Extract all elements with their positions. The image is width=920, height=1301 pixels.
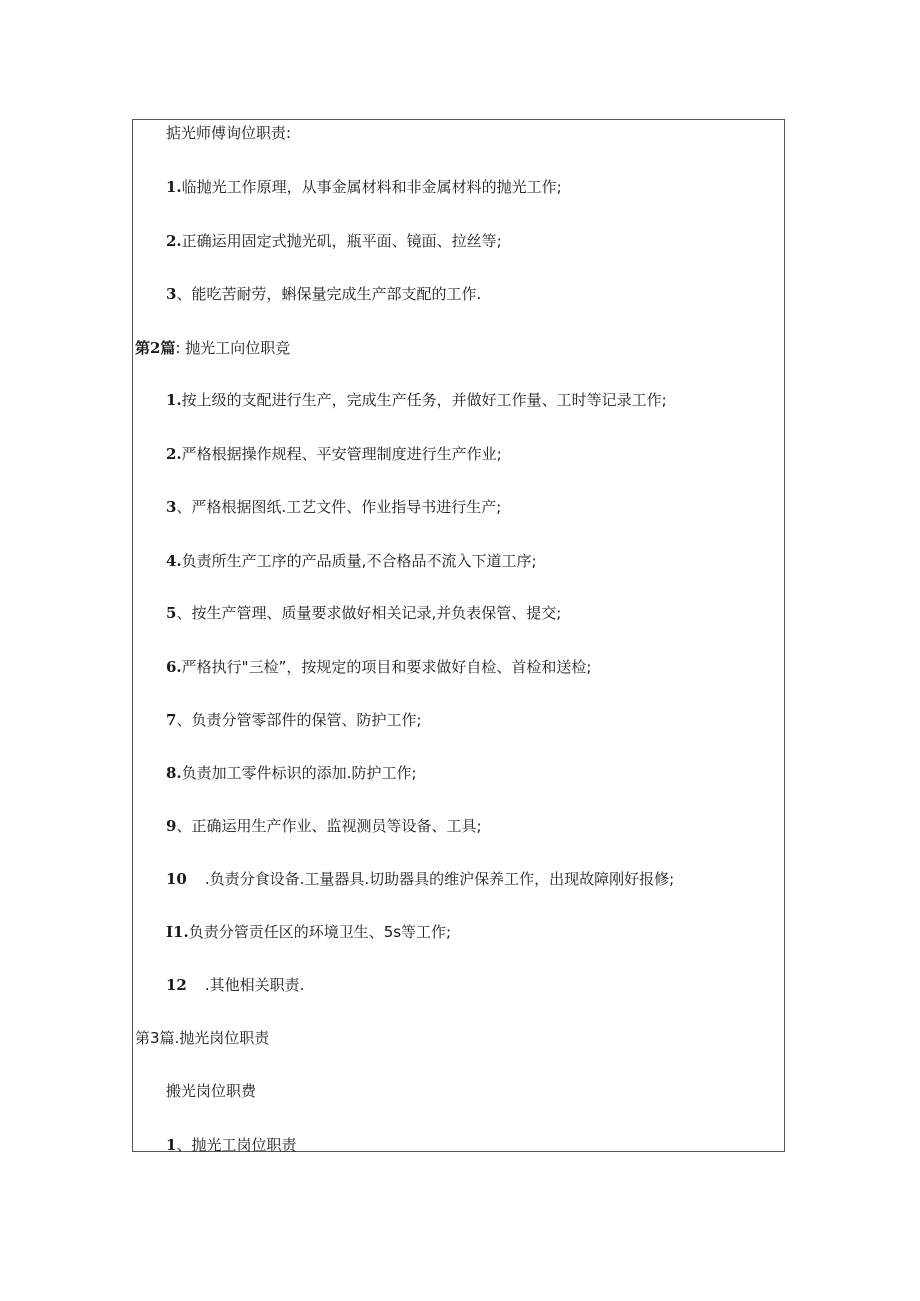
section2-item-1: 1.按上级的支配进行生产，完成生产任务，并做好工作量、工时等记录工作; — [166, 391, 667, 409]
section1-item-2: 2.正确运用固定式抛光矶，瓶平面、镜面、拉丝等; — [166, 232, 502, 250]
section3-item-1: 1、抛光工岗位职责 — [166, 1136, 297, 1154]
section1-intro: 掂光师傅询位职责: — [166, 124, 292, 142]
section2-item-2: 2.严格根据操作规程、平安管理制度进行生产作业; — [166, 445, 502, 463]
section2-item-9: 9、正确运用生产作业、监视测员等设备、工具; — [166, 817, 482, 835]
document-frame — [132, 119, 785, 1152]
section3-heading: 第3篇.抛光岗位职责 — [135, 1029, 270, 1047]
section2-item-12: 12 .其他相关职责. — [166, 976, 305, 994]
section2-item-10: 10 .负责分食设备.工量器具.切助器具的维沪保养工作，出现故障刚好报修; — [166, 870, 675, 888]
section2-item-6: 6.严格执行"三检”，按规定的项目和要求做好自检、首检和送检; — [166, 658, 592, 676]
section2-item-7: 7、负责分管零部件的保管、防护工作; — [166, 711, 422, 729]
section1-item-1: 1.临抛光工作原理，从事金属材料和非金属材料的抛光工作; — [166, 178, 562, 196]
section2-item-11: I1.负责分管贡任区的环境卫生、5s等工作; — [166, 923, 452, 941]
section3-intro: 搬光岗位职费 — [166, 1082, 257, 1100]
section2-item-5: 5、按生产管理、质量要求做好相关记录,并负表保管、提交; — [166, 604, 562, 622]
section2-heading: 第2篇: 抛光工向位职竞 — [135, 339, 291, 357]
section2-item-8: 8.负责加工零件标识的添加.防护工作; — [166, 764, 417, 782]
section2-item-4: 4.负责所生产工序的产品质量,不合格品不流入下道工序; — [166, 552, 537, 570]
section1-item-3: 3、能吃苦耐劳，蝌保量完成生产部支配的工作. — [166, 285, 482, 303]
section2-item-3: 3、严格根据图纸.工艺文件、作业指导书进行生产; — [166, 498, 502, 516]
